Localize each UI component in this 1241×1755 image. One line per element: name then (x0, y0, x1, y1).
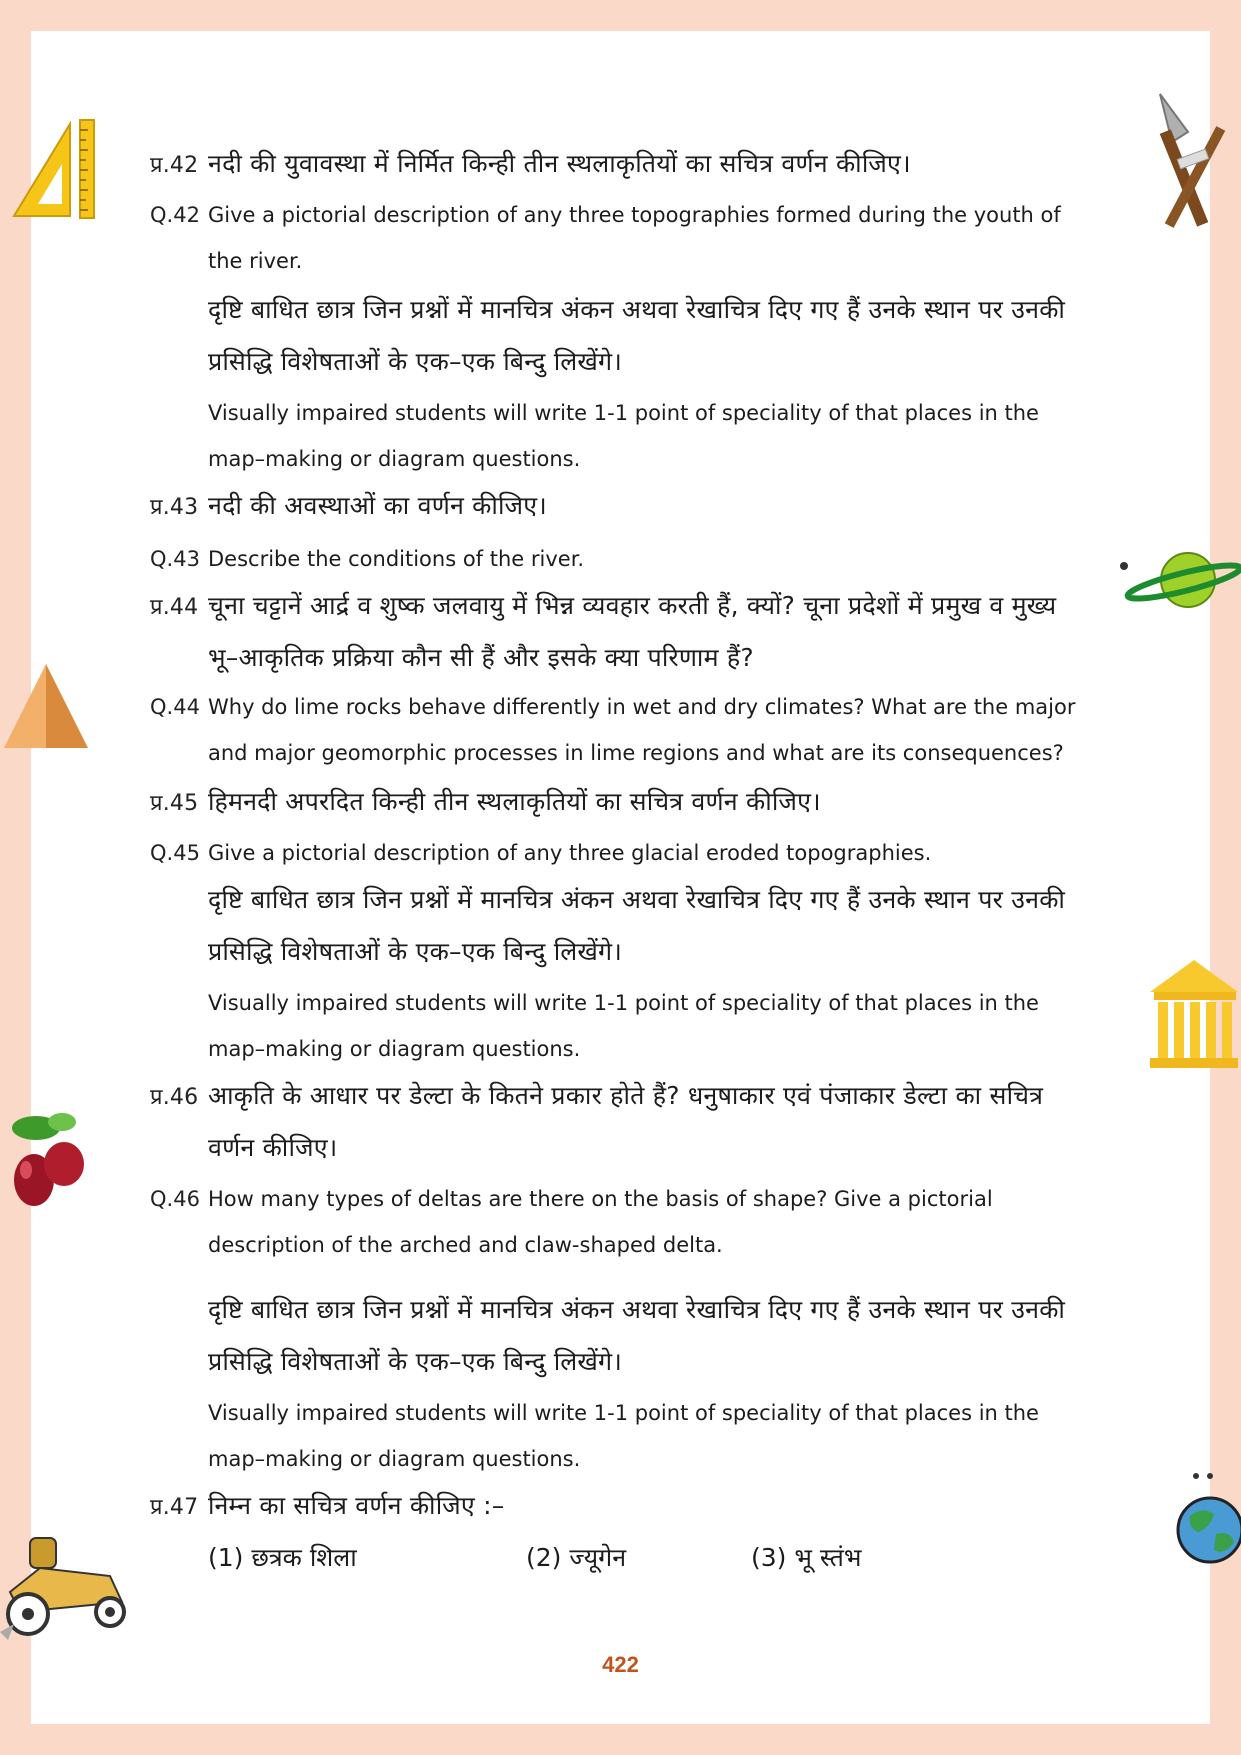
question-44-hindi (150, 580, 1090, 684)
visually-impaired-note-english: Visually impaired students will write 1-1 point of speciality of that places in the map–making or diagram questions. (208, 401, 1039, 471)
question-number: Q.42 (150, 203, 200, 227)
question-number: Q.46 (150, 1187, 200, 1211)
pyramid-icon (0, 660, 90, 752)
question-text: नदी की अवस्थाओं का वर्णन कीजिए। (208, 491, 547, 520)
question-47-hindi (150, 1480, 1090, 1534)
set-square-ruler-icon (8, 118, 103, 220)
question-42-english (150, 192, 1090, 284)
pickaxe-tools-icon (1150, 92, 1241, 242)
question-number: Q.44 (150, 695, 200, 719)
question-text: नदी की युवावस्था में निर्मित किन्ही तीन स्थलाकृतियों का सचित्र वर्णन कीजिए। (208, 149, 911, 178)
option-2: (2) ज्यूगेन (526, 1543, 627, 1572)
globe-icon (1170, 1470, 1241, 1576)
question-number: प्र.46 (150, 1085, 199, 1110)
vintage-car-icon (0, 1532, 132, 1644)
question-44-english (150, 684, 1090, 776)
question-number: प्र.47 (150, 1495, 199, 1520)
question-number: Q.45 (150, 841, 200, 865)
visually-impaired-note-hindi: दृष्टि बाधित छात्र जिन प्रश्नों में मानचित्र अंकन अथवा रेखाचित्र दिए गए हैं उनके स्थान पर उनकी प्रसिद्धि विशेषताओं के एक–एक बिन्दु लिखेंगे। (208, 295, 1066, 376)
question-45-hindi (150, 776, 1090, 830)
question-text: How many types of deltas are there on the basis of shape? Give a pictorial description of the arched and claw-shaped delta. (208, 1187, 993, 1257)
question-43-english (150, 536, 1090, 582)
fruit-icon (4, 1106, 92, 1210)
question-text: चूना चट्टानें आर्द्र व शुष्क जलवायु में भिन्न व्यवहार करती हैं, क्यों? चूना प्रदेशों में प्रमुख व मुख्य भू–आकृतिक प्रक्रिया कौन सी हैं और इसके क्या परिणाम हैं? (208, 591, 1057, 672)
question-number: प्र.45 (150, 791, 199, 816)
visually-impaired-note-hindi: दृष्टि बाधित छात्र जिन प्रश्नों में मानचित्र अंकन अथवा रेखाचित्र दिए गए हैं उनके स्थान पर उनकी प्रसिद्धि विशेषताओं के एक–एक बिन्दु लिखेंगे। (208, 885, 1066, 966)
visually-impaired-note-english: Visually impaired students will write 1-1 point of speciality of that places in the map–making or diagram questions. (208, 991, 1039, 1061)
question-46-hindi (150, 1070, 1090, 1174)
question-number: प्र.44 (150, 595, 199, 620)
option-1: (1) छत्रक शिला (208, 1543, 357, 1572)
question-text: Why do lime rocks behave differently in wet and dry climates? What are the major and major geomorphic processes in lime regions and what are its consequences? (208, 695, 1076, 765)
question-text: निम्न का सचित्र वर्णन कीजिए :– (208, 1491, 505, 1520)
question-number: Q.43 (150, 547, 200, 571)
planet-icon (1118, 548, 1241, 620)
question-45-english (150, 830, 1090, 876)
question-42-hindi (150, 138, 1090, 192)
question-text: हिमनदी अपरदित किन्ही तीन स्थलाकृतियों का सचित्र वर्णन कीजिए। (208, 787, 821, 816)
question-text: आकृति के आधार पर डेल्टा के कितने प्रकार होते हैं? धनुषाकार एवं पंजाकार डेल्टा का सचित्र वर्णन कीजिए। (208, 1081, 1044, 1162)
question-text: Give a pictorial description of any three glacial eroded topographies. (208, 841, 932, 865)
question-43-hindi (150, 480, 1090, 534)
question-46-english (150, 1176, 1090, 1268)
option-3: (3) भू स्तंभ (751, 1543, 862, 1572)
question-text: Describe the conditions of the river. (208, 547, 585, 571)
visually-impaired-note-english: Visually impaired students will write 1-1 point of speciality of that places in the map–making or diagram questions. (208, 1401, 1039, 1471)
page-number: 422 (602, 1652, 639, 1677)
visually-impaired-note-hindi: दृष्टि बाधित छात्र जिन प्रश्नों में मानचित्र अंकन अथवा रेखाचित्र दिए गए हैं उनके स्थान पर उनकी प्रसिद्धि विशेषताओं के एक–एक बिन्दु लिखेंगे। (208, 1295, 1066, 1376)
temple-icon (1146, 958, 1241, 1072)
question-text: Give a pictorial description of any three topographies formed during the youth of the river. (208, 203, 1061, 273)
question-number: प्र.43 (150, 495, 199, 520)
question-number: प्र.42 (150, 153, 199, 178)
